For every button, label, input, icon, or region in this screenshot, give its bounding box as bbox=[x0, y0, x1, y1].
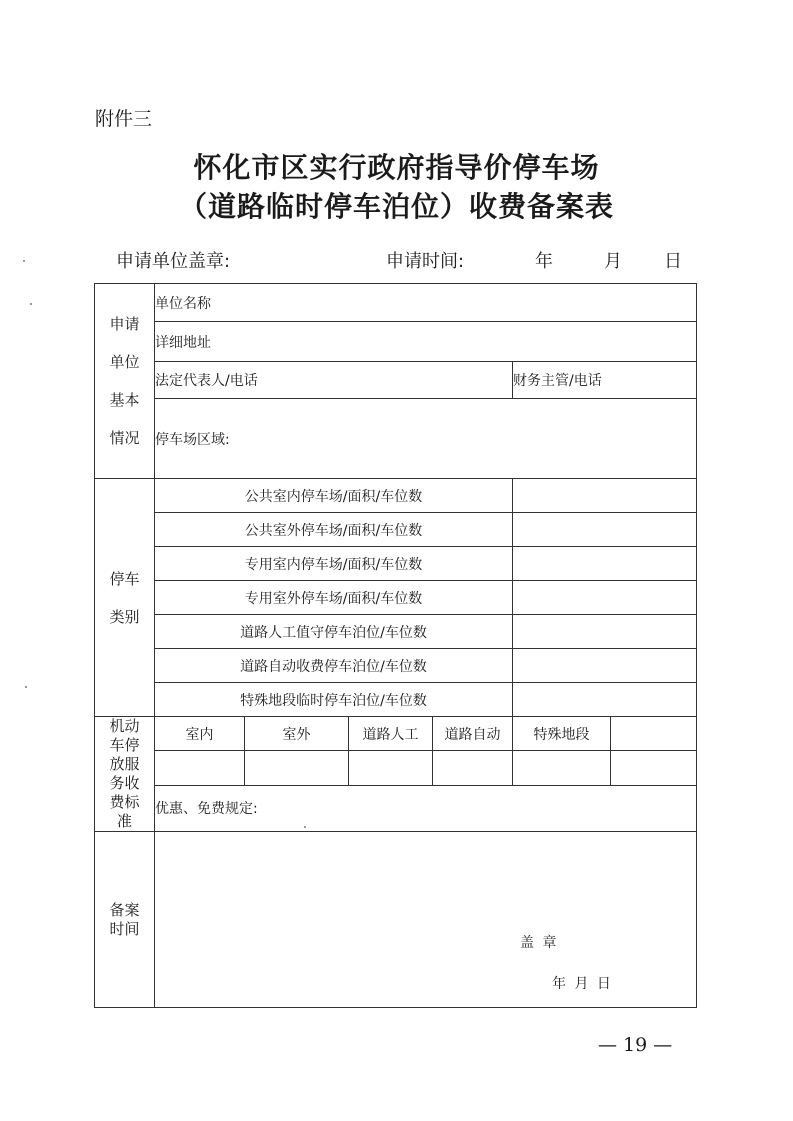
form-title-line-1: 怀化市区实行政府指导价停车场 bbox=[193, 151, 600, 184]
discount-rules-field[interactable]: 优惠、免费规定: bbox=[155, 785, 697, 831]
filing-form-table bbox=[94, 283, 697, 1008]
scan-speck bbox=[304, 826, 306, 828]
fee-column-header-blank bbox=[611, 717, 697, 751]
filing-time-field[interactable] bbox=[155, 832, 697, 1008]
fee-value-row bbox=[95, 751, 697, 785]
unit-name-row bbox=[95, 284, 697, 322]
parking-type-row bbox=[95, 649, 697, 683]
contacts-row bbox=[95, 362, 697, 399]
month-label: 月 bbox=[604, 251, 622, 272]
parking-area-row bbox=[95, 399, 697, 479]
parking-type-label: 道路人工值守停车泊位/车位数 bbox=[155, 615, 513, 649]
fee-column-header: 道路自动 bbox=[433, 717, 513, 751]
scan-speck bbox=[25, 686, 27, 688]
fee-column-header: 室外 bbox=[245, 717, 349, 751]
parking-type-row bbox=[95, 683, 697, 717]
parking-type-label: 专用室内停车场/面积/车位数 bbox=[155, 547, 513, 581]
parking-type-row bbox=[95, 547, 697, 581]
parking-type-value[interactable] bbox=[513, 513, 697, 547]
fee-value-cell[interactable] bbox=[433, 751, 513, 785]
parking-type-row bbox=[95, 615, 697, 649]
unit-seal-label: 申请单位盖章: bbox=[116, 251, 231, 272]
parking-type-row bbox=[95, 581, 697, 615]
parking-type-row bbox=[95, 479, 697, 513]
filing-seal-label: 盖 章 bbox=[520, 935, 559, 951]
unit-name-field[interactable]: 单位名称 bbox=[155, 284, 697, 322]
parking-type-label: 道路自动收费停车泊位/车位数 bbox=[155, 649, 513, 683]
fee-column-header: 室内 bbox=[155, 717, 245, 751]
parking-type-label: 专用室外停车场/面积/车位数 bbox=[155, 581, 513, 615]
fee-column-header: 道路人工 bbox=[349, 717, 433, 751]
fee-value-cell[interactable] bbox=[611, 751, 697, 785]
address-field[interactable]: 详细地址 bbox=[155, 322, 697, 362]
year-label: 年 bbox=[535, 251, 553, 272]
fee-column-header: 特殊地段 bbox=[513, 717, 611, 751]
scan-speck bbox=[23, 260, 25, 262]
parking-type-value[interactable] bbox=[513, 581, 697, 615]
fee-header-row bbox=[95, 717, 697, 751]
parking-type-label: 公共室内停车场/面积/车位数 bbox=[155, 479, 513, 513]
day-label: 日 bbox=[664, 251, 682, 272]
parking-type-value[interactable] bbox=[513, 615, 697, 649]
applicant-section-label: 申请 单位 基本 情况 bbox=[95, 284, 155, 479]
fee-value-cell[interactable] bbox=[245, 751, 349, 785]
finance-mgr-phone-field[interactable]: 财务主管/电话 bbox=[513, 362, 697, 399]
page-number: — 19 — bbox=[598, 1034, 673, 1056]
form-title-line-2: （道路临时停车泊位）收费备案表 bbox=[178, 190, 614, 223]
filing-date-label: 年 月 日 bbox=[552, 976, 613, 992]
parking-type-row bbox=[95, 513, 697, 547]
parking-type-value[interactable] bbox=[513, 683, 697, 717]
parking-type-label: 公共室外停车场/面积/车位数 bbox=[155, 513, 513, 547]
fee-section-label: 机动 车停 放服 务收 费标 准 bbox=[95, 717, 155, 832]
filing-section-label: 备案 时间 bbox=[95, 832, 155, 1008]
legal-rep-phone-field[interactable]: 法定代表人/电话 bbox=[155, 362, 513, 399]
parking-area-field[interactable]: 停车场区域: bbox=[155, 399, 697, 479]
apply-time-label: 申请时间: bbox=[386, 251, 465, 272]
parking-type-section-label: 停车 类别 bbox=[95, 479, 155, 717]
fee-value-cell[interactable] bbox=[155, 751, 245, 785]
fee-value-cell[interactable] bbox=[513, 751, 611, 785]
parking-type-label: 特殊地段临时停车泊位/车位数 bbox=[155, 683, 513, 717]
parking-type-value[interactable] bbox=[513, 649, 697, 683]
scan-speck bbox=[30, 303, 32, 305]
discount-row bbox=[95, 785, 697, 831]
fee-value-cell[interactable] bbox=[349, 751, 433, 785]
parking-type-value[interactable] bbox=[513, 547, 697, 581]
parking-type-value[interactable] bbox=[513, 479, 697, 513]
address-row bbox=[95, 322, 697, 362]
attachment-label: 附件三 bbox=[95, 108, 153, 130]
